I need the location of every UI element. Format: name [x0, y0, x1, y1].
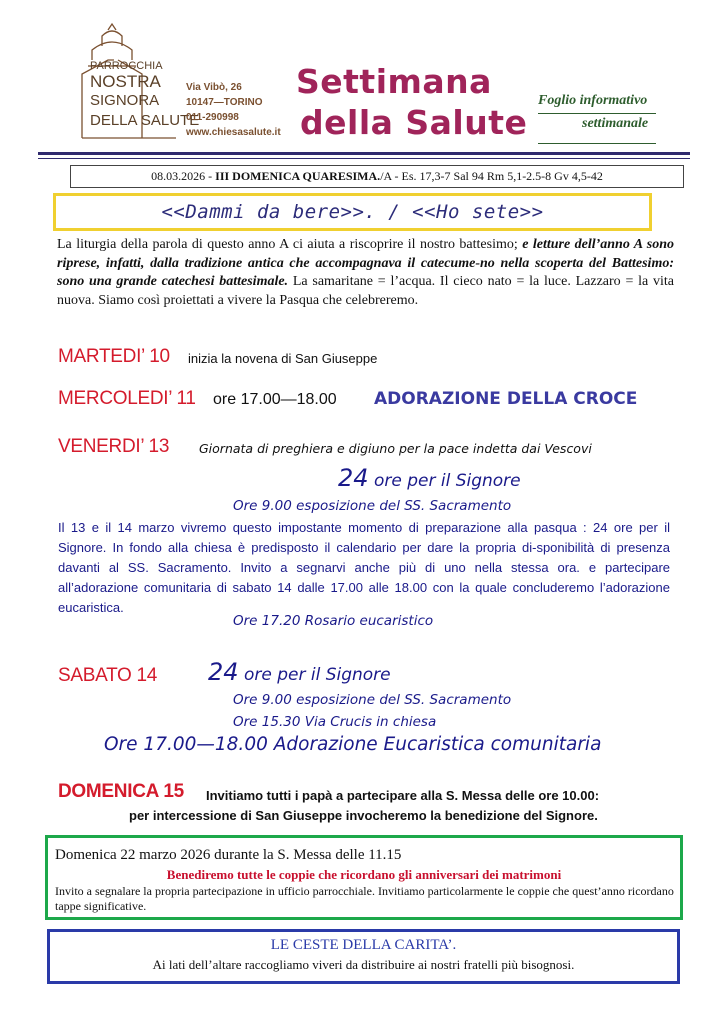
venerdi-rosario: Ore 17.20 Rosario eucaristico [233, 613, 434, 629]
mercoledi-event: ADORAZIONE DELLA CROCE [374, 389, 638, 409]
anniversari-line-3: Invito a segnalare la propria partecipazione in ufficio parrocchiale. Invitiamo particolarmente le coppie che quest’anno ricordano tappe significative. [55, 884, 674, 913]
address-website[interactable]: www.chiesasalute.it [186, 127, 281, 138]
mercoledi-day: MERCOLEDI’ 11 [58, 388, 196, 409]
dateline-date: 08.03.2026 - [151, 169, 216, 183]
venerdi-24-num: 24 [338, 464, 369, 492]
dateline [70, 165, 684, 188]
dateline-readings: /A - Es. 17,3-7 Sal 94 Rm 5,1-2.5-8 Gv 4,5-42 [380, 169, 603, 183]
motto-box [53, 193, 652, 231]
title-line-1: Settimana [296, 62, 492, 101]
anniversari-box [45, 835, 683, 920]
martedi-text: inizia la novena di San Giuseppe [188, 351, 378, 366]
venerdi-day: VENERDI’ 13 [58, 436, 170, 457]
dateline-sunday: III DOMENICA QUARESIMA. [215, 169, 381, 183]
header-divider-thin [38, 158, 690, 159]
motto-text: <<Dammi da bere>>. / <<Ho sete>> [161, 201, 544, 223]
foglio-line-2: settimanale [582, 116, 649, 131]
ceste-text: Ai lati dell’altare raccogliamo viveri da distribuire ai nostri fratelli più bisognosi. [152, 957, 575, 972]
anniversari-line-2: Benediremo tutte le coppie che ricordano gli anniversari dei matrimoni [166, 867, 562, 882]
sabato-24-num: 24 [208, 658, 239, 686]
parish-line-4: DELLA SALUTE [90, 112, 200, 129]
venerdi-paragraph: Il 13 e il 14 marzo vivremo questo impostante momento di preparazione alla pasqua : 24 ore per il Signore. In fondo alla chiesa è predisposto il calendario per dare la propria di-sponibilità di presenza davanti al SS. Sacramento. Invito a segnarvi anche più di uno nella stessa ora. e partecipare all’adorazione comunitaria di sabato 14 dalle 17.00 alle 18.00 con la quale concluderemo l’adorazione eucaristica. [58, 520, 670, 615]
foglio-line-1: Foglio informativo [538, 93, 648, 108]
anniversari-line-1: Domenica 22 marzo 2026 durante la S. Messa delle 11.15 [55, 847, 402, 863]
venerdi-24-ore [338, 464, 521, 492]
ceste-title: LE CESTE DELLA CARITA’. [270, 937, 457, 953]
sabato-via-crucis: Ore 15.30 Via Crucis in chiesa [233, 714, 437, 730]
address-street: Via Vibò, 26 [186, 82, 242, 93]
sabato-day: SABATO 14 [58, 665, 158, 686]
address-city: 10147—TORINO [186, 97, 263, 108]
domenica-day: DOMENICA 15 [58, 781, 184, 802]
parish-line-3: SIGNORA [90, 92, 160, 109]
address-phone: 011-290998 [186, 112, 239, 123]
title-line-2: della Salute [300, 103, 528, 142]
sabato-esposizione: Ore 9.00 esposizione del SS. Sacramento [233, 692, 512, 708]
domenica-line-1: Invitiamo tutti i papà a partecipare alla S. Messa delle ore 10.00: [206, 788, 600, 803]
martedi-day: MARTEDI’ 10 [58, 346, 170, 367]
parish-line-1: PARROCCHIA [90, 60, 163, 72]
venerdi-esposizione: Ore 9.00 esposizione del SS. Sacramento [233, 498, 512, 514]
intro-part-3: La samaritane = l’acqua. Il cieco nato = la luce. Lazzaro = la vita nuova. Siamo così proiettati a vivere la Pasqua che celebreremo. [57, 274, 674, 308]
foglio-underline-1 [538, 113, 656, 114]
intro-part-2: e letture dell’anno A sono riprese, infatti, dalla tradizione antica che accompagnava il catecume-no nella scoperta del Battesimo: sono una grande catechesi battesimale. [57, 237, 674, 289]
venerdi-24-text: ore per il Signore [368, 471, 521, 491]
header-divider [38, 152, 690, 155]
foglio-underline-2 [538, 143, 656, 144]
domenica-line-2: per intercessione di San Giuseppe invocheremo la benedizione del Signore. [129, 808, 598, 823]
parish-line-2: NOSTRA [90, 72, 161, 91]
sabato-24-text: ore per il Signore [238, 665, 391, 685]
mercoledi-time: ore 17.00—18.00 [213, 391, 337, 408]
sabato-adorazione: Ore 17.00—18.00 Adorazione Eucaristica comunitaria [104, 734, 602, 755]
intro-paragraph [57, 236, 674, 310]
sabato-24-ore [208, 658, 391, 686]
ceste-carita-box [47, 929, 680, 984]
venerdi-text: Giornata di preghiera e digiuno per la pace indetta dai Vescovi [199, 441, 592, 456]
intro-part-1: La liturgia della parola di questo anno A ci aiuta a riscoprire il nostro battesimo; [57, 237, 523, 252]
